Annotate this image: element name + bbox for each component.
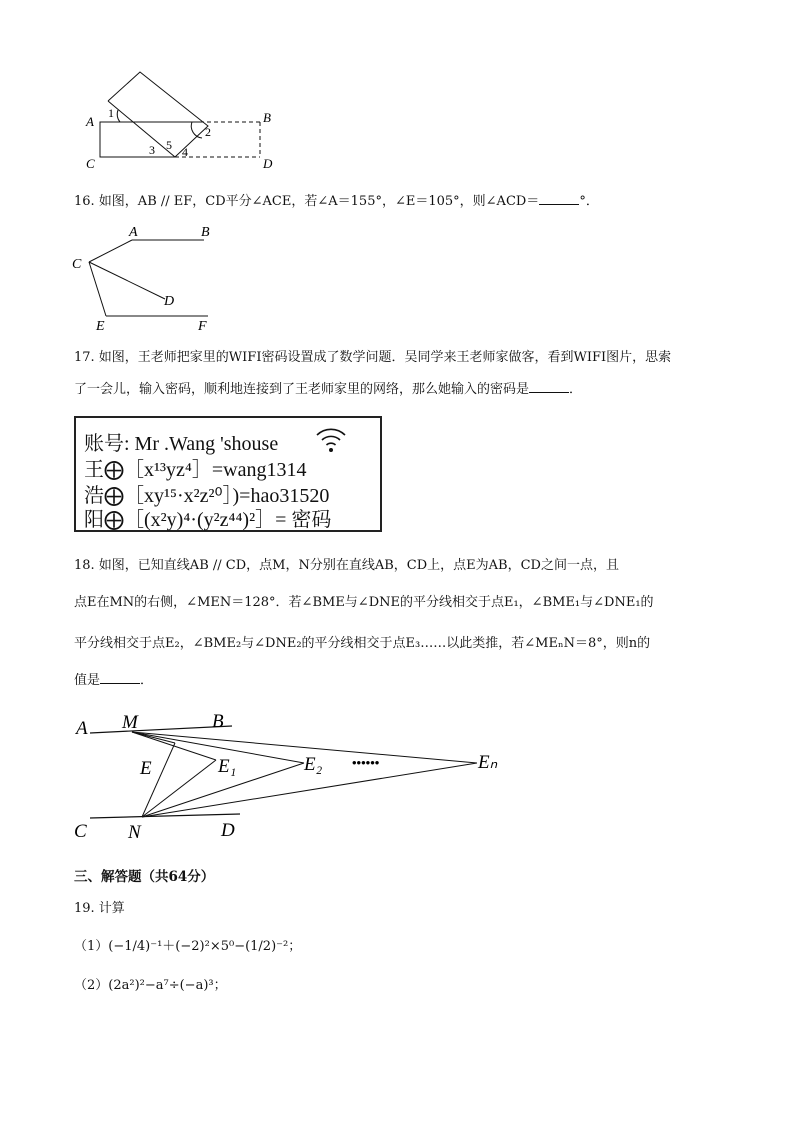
label-En: Eₙ [478,752,498,773]
q16-unit: °． [579,194,599,209]
wifi-card [74,416,382,532]
label-1: 1 [108,106,114,120]
label-D: D [221,820,235,841]
question-17-line1: 17. 如图，王老师把家里的WIFI密码设置成了数学问题．吴同学来王老师家做客，看到WIFI图片，思索 [74,350,672,365]
question-17-line2 [74,380,582,400]
question-16 [74,192,599,212]
question-18-line2: 点E在MN的右侧，∠MEN＝128°．若∠BME与∠DNE的平分线相交于点E₁，∠BME₁与∠DNE₁的 [74,595,654,610]
q17-line2-text: 了一会儿，输入密码，顺利地连接到了王老师家里的网络，那么她输入的密码是 [74,382,530,397]
wifi-account: 账号: Mr .Wang 'shouse [84,433,279,455]
label-3: 3 [149,143,155,157]
label-4: 4 [182,145,188,159]
question-18-line1: 18. 如图，已知直线AB // CD，点M，N分别在直线AB，CD上，点E为AB，CD之间一点，且 [74,558,619,573]
q17-answer-blank [529,392,569,393]
figure-q15 [80,66,280,176]
wifi-row-yang: 阳⨁［(x²y)⁴·(y²z⁴⁴)²］= 密码 [84,509,332,531]
label-D: D [164,294,175,309]
question-18-line3: 平分线相交于点E₂，∠BME₂与∠DNE₂的平分线相交于点E₃……以此类推，若∠MEₙN＝8°，则n的 [74,636,651,651]
question-19-part1: （1）(−1/4)⁻¹＋(−2)²×5⁰−(1/2)⁻²； [74,939,302,954]
label-N: N [128,822,141,843]
label-C: C [86,156,95,171]
label-A: A [76,718,88,739]
wifi-row-hao: 浩⨁［xy¹⁵·x²z²⁰］)=hao31520 [84,485,330,507]
label-5: 5 [166,138,172,152]
label-C: C [72,257,82,272]
label-E: E [140,758,152,779]
question-19-title: 19. 计算 [74,901,125,916]
question-18-line4 [74,671,153,691]
label-E1: E₁ [218,756,237,777]
wifi-row-wang: 王⨁［x¹³yz⁴］=wang1314 [84,459,307,481]
q17-end: ． [569,382,583,397]
label-C: C [74,821,87,842]
label-D: D [263,156,273,171]
label-E: E [96,319,105,334]
label-dots: •••••• [352,755,380,770]
q16-text: 16. 如图，AB // EF，CD平分∠ACE，若∠A＝155°，∠E＝105°，则∠ACD＝ [74,194,540,209]
label-B: B [263,110,271,125]
figure-q16 [68,222,228,334]
q16-answer-blank [539,204,579,205]
q18-answer-blank [100,683,140,684]
label-M: M [122,712,138,733]
label-B: B [212,711,224,732]
label-2: 2 [205,125,211,139]
label-F: F [198,319,207,334]
section-3-heading: 三、解答题（共64分） [74,869,215,885]
label-A: A [129,225,138,240]
label-B: B [201,225,210,240]
q18-end: ． [140,673,154,688]
wifi-icon [314,424,348,454]
label-A: A [86,114,94,129]
q18-line4-text: 值是 [74,673,101,688]
question-19-part2: （2）(2a²)²−a⁷÷(−a)³； [74,978,227,993]
figure-q18 [72,706,512,846]
label-E2: E₂ [304,754,323,775]
